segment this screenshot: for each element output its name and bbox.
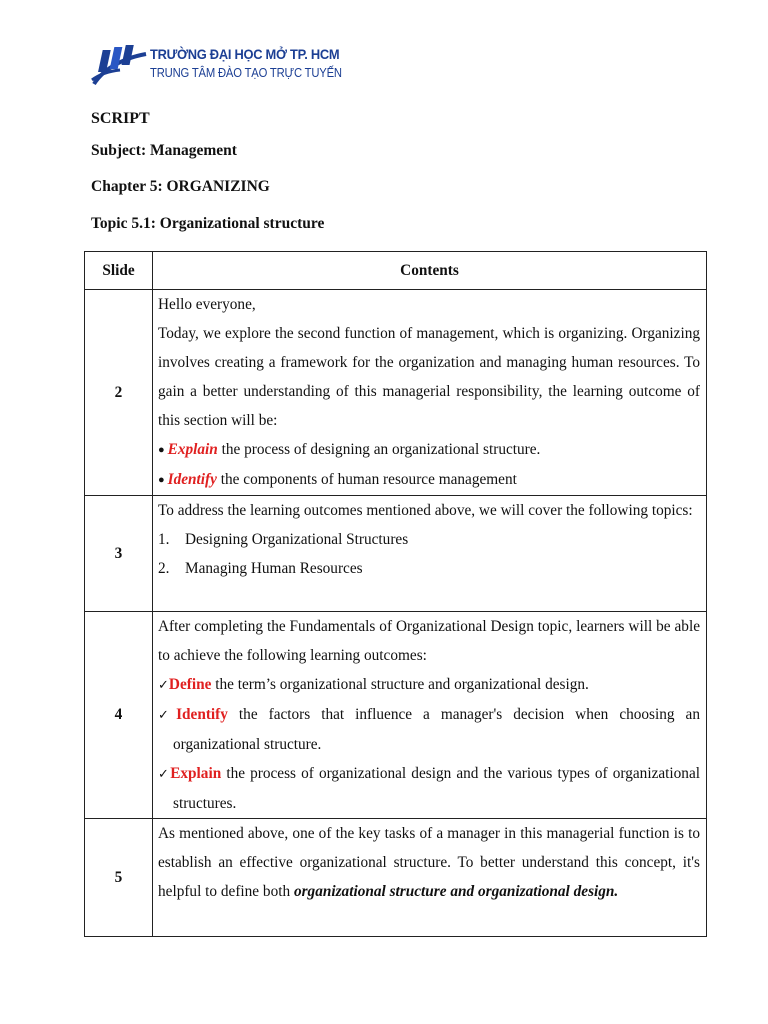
- intro-text: Today, we explore the second function of management, which is organizing. Organizing involves creating a framework for the organization and managing human resources. To gain a better understanding of this managerial responsibility, the learning outcome of this section will be:: [158, 325, 700, 429]
- checkmark-icon: ✓: [158, 767, 171, 782]
- slide-number: 3: [85, 496, 153, 612]
- emphasis-text: organizational structure and organizational design.: [293, 883, 619, 900]
- header-logo: [90, 38, 342, 96]
- intro-text: To address the learning outcomes mentioned above, we will cover the following topics:: [158, 502, 693, 519]
- doc-title: SCRIPT: [91, 110, 150, 127]
- keyword: Identify: [167, 471, 217, 488]
- list-item: 1. Designing Organizational Structures: [158, 531, 409, 548]
- logo-title: TRƯỜNG ĐẠI HỌC MỞ TP. HCM: [150, 46, 340, 62]
- list-item: 2. Managing Human Resources: [158, 560, 363, 577]
- keyword: Define: [168, 676, 212, 693]
- list-item: ✓Explain the process of organizational design and the various types of organizational structures.: [158, 765, 700, 812]
- doc-chapter: Chapter 5: ORGANIZING: [91, 178, 270, 195]
- list-item: [158, 465, 700, 495]
- bullet-icon: ●: [158, 474, 165, 486]
- header-contents: Contents: [153, 252, 707, 290]
- list-item: ✓Define the term’s organizational structure and organizational design.: [158, 676, 589, 693]
- slide-content: [153, 496, 707, 612]
- checkmark-icon: ✓: [158, 708, 177, 723]
- logo-subtitle: TRUNG TÂM ĐÀO TẠO TRỰC TUYẾN: [150, 66, 342, 80]
- item-text: the components of human resource management: [216, 471, 517, 488]
- body-text: As mentioned above, one of the key tasks of a manager in this managerial function is to establish an effective organizational structure. To better understand this concept, it's helpful to define both: [158, 825, 700, 900]
- university-logo-icon: [90, 44, 148, 88]
- slide-content: [153, 819, 707, 937]
- doc-topic: Topic 5.1: Organizational structure: [91, 215, 325, 232]
- table-row: [85, 290, 707, 496]
- doc-subject: Subject: Management: [91, 142, 237, 159]
- script-table: [84, 251, 707, 937]
- intro-text: After completing the Fundamentals of Organizational Design topic, learners will be able to achieve the following learning outcomes:: [158, 618, 700, 664]
- greeting-text: Hello everyone,: [158, 296, 256, 313]
- slide-content: [153, 612, 707, 819]
- slide-number: 5: [85, 819, 153, 937]
- keyword: Explain: [170, 765, 222, 782]
- table-header-row: [85, 252, 707, 290]
- slide-content: [153, 290, 707, 496]
- item-text: the process of designing an organizational structure.: [217, 441, 541, 458]
- list-item: [158, 435, 700, 465]
- keyword: Explain: [167, 441, 218, 458]
- bullet-icon: ●: [158, 444, 165, 456]
- table-row: [85, 819, 707, 937]
- list-item: ✓Identify the factors that influence a manager's decision when choosing an organizational structure.: [158, 706, 700, 753]
- header-slide: Slide: [85, 252, 153, 290]
- table-row: [85, 496, 707, 612]
- table-row: [85, 612, 707, 819]
- slide-number: 2: [85, 290, 153, 496]
- checkmark-icon: ✓: [158, 678, 169, 693]
- slide-number: 4: [85, 612, 153, 819]
- keyword: Identify: [176, 706, 228, 723]
